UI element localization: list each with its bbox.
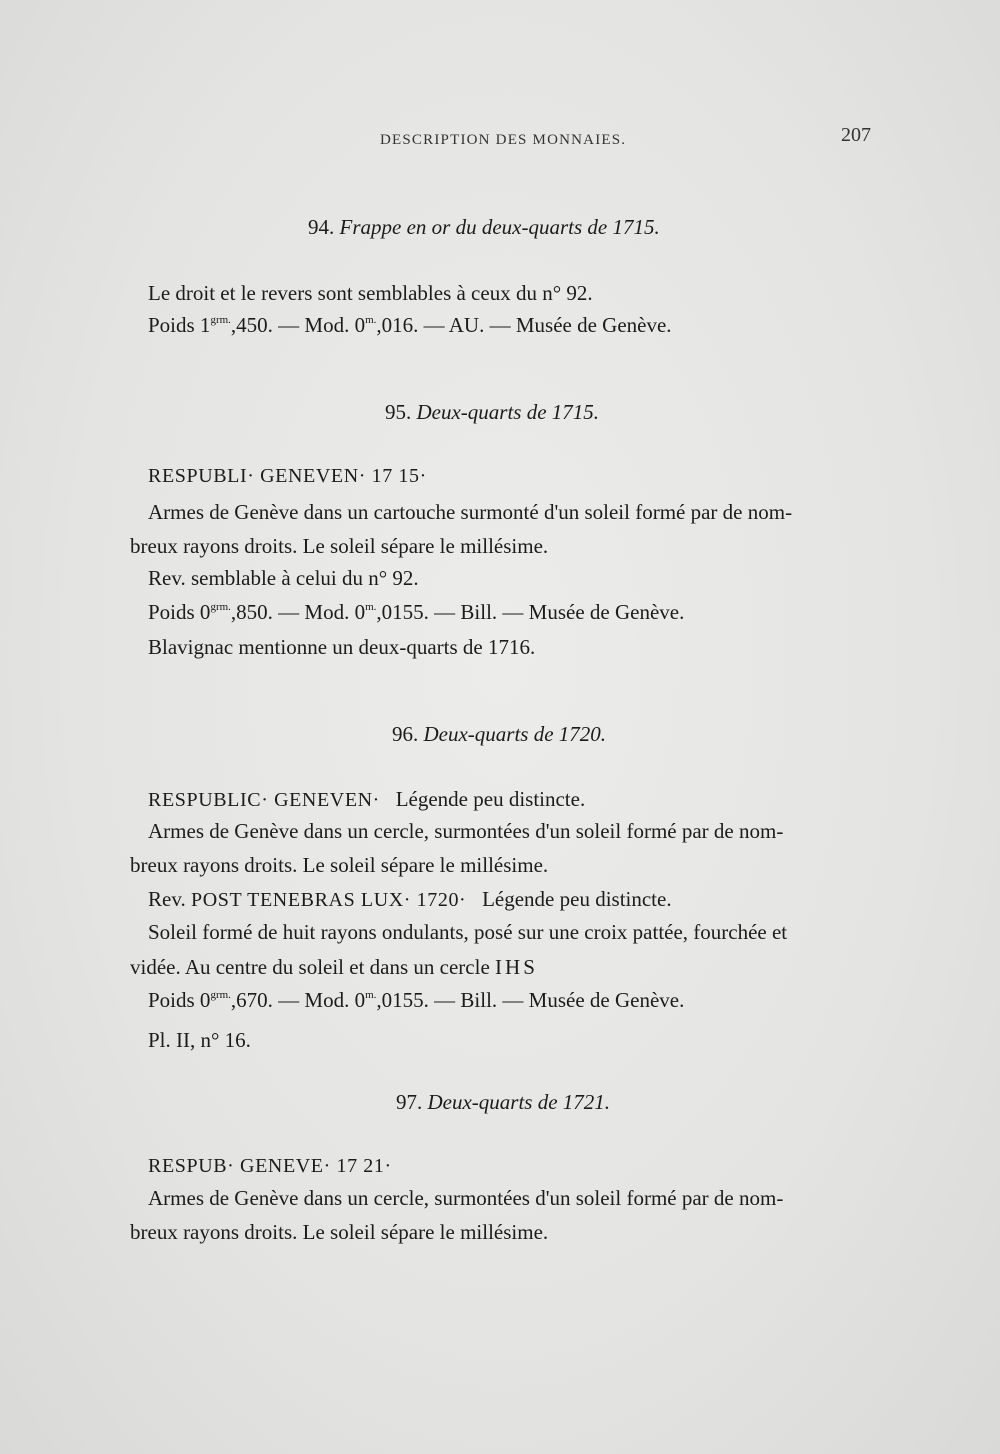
text: ,450. — Mod. 0 [230, 313, 366, 337]
section-title: Frappe en or du deux-quarts de 1715. [339, 215, 660, 239]
text: Poids 0 [148, 600, 211, 624]
plate-reference: Pl. II, n° 16. [148, 1028, 251, 1052]
weight-line [148, 988, 684, 1013]
section-number: 94. [308, 215, 335, 239]
text: ,0155. — Bill. — Musée de Genève. [376, 988, 685, 1012]
unit: m. [365, 601, 377, 613]
section-number: 96. [392, 722, 419, 746]
weight-line [148, 313, 672, 338]
legend-line [148, 787, 585, 812]
section-title: Deux-quarts de 1720. [423, 722, 607, 746]
text-line: Armes de Genève dans un cercle, surmontées d'un soleil formé par de nom- [148, 819, 784, 843]
legend-note: Légende peu distincte. [482, 887, 672, 911]
text-line: breux rayons droits. Le soleil sépare le millésime. [130, 853, 549, 877]
page-number: 207 [841, 124, 871, 146]
text-line: Armes de Genève dans un cartouche surmonté d'un soleil formé par de nom- [148, 500, 793, 524]
ihs-monogram: IHS [495, 955, 538, 979]
unit: m. [365, 989, 377, 1001]
text: ,0155. — Bill. — Musée de Genève. [376, 600, 685, 624]
section-number: 97. [396, 1090, 423, 1114]
text: ,850. — Mod. 0 [230, 600, 366, 624]
legend-line: RESPUBLI· GENEVEN· 17 15· [148, 465, 427, 487]
legend-note: Légende peu distincte. [395, 787, 586, 811]
rev-prefix: Rev. [148, 887, 186, 911]
section-title: Deux-quarts de 1715. [416, 400, 600, 424]
text-line: Armes de Genève dans un cercle, surmontées d'un soleil formé par de nom- [148, 1186, 784, 1210]
section-97-heading [396, 1090, 610, 1115]
section-title: Deux-quarts de 1721. [427, 1090, 611, 1114]
ihs-line [130, 955, 538, 980]
legend-line: RESPUB· GENEVE· 17 21· [148, 1155, 392, 1177]
text: ,670. — Mod. 0 [230, 988, 366, 1012]
text-line: Soleil formé de huit rayons ondulants, posé sur une croix pattée, fourchée et [148, 920, 788, 944]
weight-line [148, 600, 684, 625]
unit: m. [365, 314, 377, 326]
legend: RESPUBLIC· GENEVEN· [148, 789, 380, 811]
unit: grm. [210, 601, 231, 613]
legend: POST TENEBRAS LUX· 1720· [190, 889, 467, 911]
text: Poids 1 [148, 313, 211, 337]
text-line: breux rayons droits. Le soleil sépare le millésime. [130, 1220, 549, 1244]
reverse-line [148, 887, 672, 912]
text-line: Le droit et le revers sont semblables à ceux du n° 92. [148, 281, 593, 305]
section-94-heading [308, 215, 660, 240]
section-number: 95. [385, 400, 412, 424]
section-96-heading [392, 722, 606, 747]
text: vidée. Au centre du soleil et dans un cercle [130, 955, 490, 979]
text: ,016. — AU. — Musée de Genève. [376, 313, 672, 337]
text-line: Blavignac mentionne un deux-quarts de 1716. [148, 635, 536, 659]
section-95-heading [385, 400, 599, 425]
text: Poids 0 [148, 988, 211, 1012]
text-line: Rev. semblable à celui du n° 92. [148, 566, 419, 590]
text-line: breux rayons droits. Le soleil sépare le millésime. [130, 534, 549, 558]
unit: grm. [210, 314, 231, 326]
unit: grm. [210, 989, 231, 1001]
running-header: DESCRIPTION DES MONNAIES. [380, 132, 627, 148]
